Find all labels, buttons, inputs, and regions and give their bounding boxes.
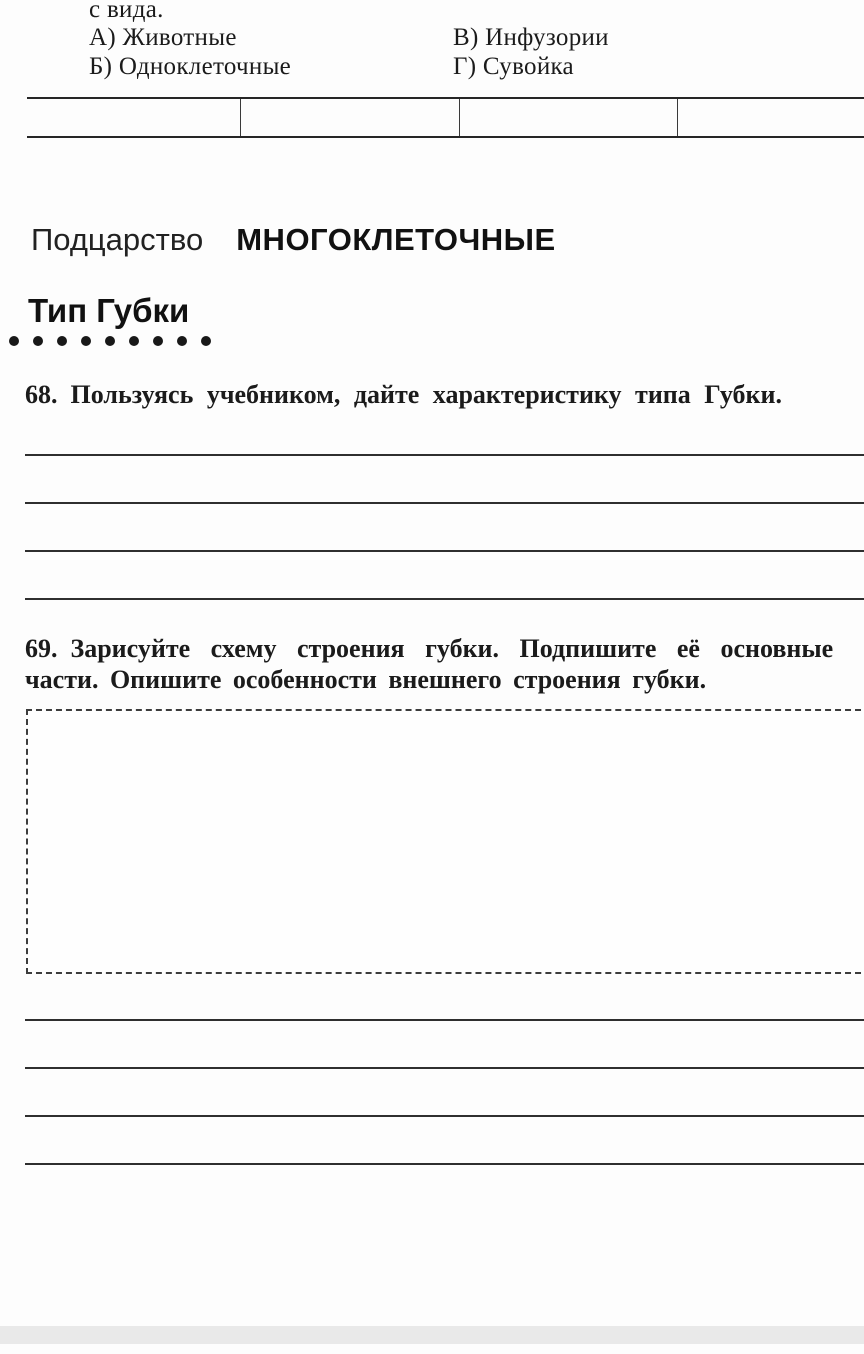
writing-line[interactable] <box>25 1115 864 1117</box>
task-69-number: 69. <box>25 634 58 663</box>
dot-icon <box>9 336 19 346</box>
drawing-box[interactable] <box>26 709 864 974</box>
writing-line[interactable] <box>25 454 864 456</box>
writing-lines-68 <box>25 454 864 646</box>
option-a: А) Животные <box>89 24 237 51</box>
writing-line[interactable] <box>25 1067 864 1069</box>
answer-cell[interactable] <box>678 99 864 136</box>
task-69-text-line2: части. Опишите особенности внешнего строения губки. <box>25 665 707 694</box>
answer-table <box>27 97 864 138</box>
subkingdom-prefix: Подцарство <box>31 222 204 257</box>
task-68-number: 68. <box>25 380 58 409</box>
dot-icon <box>33 336 43 346</box>
writing-line[interactable] <box>25 1019 864 1021</box>
phylum-title: Тип Губки <box>28 292 190 329</box>
scan-edge-bar <box>0 1326 864 1344</box>
dot-icon <box>57 336 67 346</box>
option-g: Г) Сувойка <box>453 53 574 80</box>
writing-line[interactable] <box>25 502 864 504</box>
task-68-text: Пользуясь учебником, дайте характеристику типа Губки. <box>70 380 782 409</box>
writing-lines-69 <box>25 1019 864 1211</box>
writing-line[interactable] <box>25 550 864 552</box>
task-69-heading-line2 <box>25 665 864 695</box>
task-69-text-line1: Зарисуйте схему строения губки. Подпишите её основные <box>70 634 834 663</box>
dot-icon <box>153 336 163 346</box>
dot-icon <box>201 336 211 346</box>
task-69-heading-line1 <box>25 634 864 664</box>
answer-cell[interactable] <box>460 99 678 136</box>
subkingdom-heading <box>31 222 556 258</box>
option-b: Б) Одноклеточные <box>89 53 292 80</box>
dot-icon <box>105 336 115 346</box>
dot-icon <box>81 336 91 346</box>
task-68-heading <box>25 380 864 410</box>
option-v: В) Инфузории <box>453 24 609 51</box>
question-tail-text: с вида. <box>89 0 164 23</box>
answer-cell[interactable] <box>241 99 460 136</box>
dot-icon <box>177 336 187 346</box>
writing-line[interactable] <box>25 598 864 600</box>
writing-line[interactable] <box>25 1163 864 1165</box>
dots-row <box>9 336 211 346</box>
answer-cell[interactable] <box>27 99 241 136</box>
dot-icon <box>129 336 139 346</box>
subkingdom-name: МНОГОКЛЕТОЧНЫЕ <box>236 222 556 257</box>
